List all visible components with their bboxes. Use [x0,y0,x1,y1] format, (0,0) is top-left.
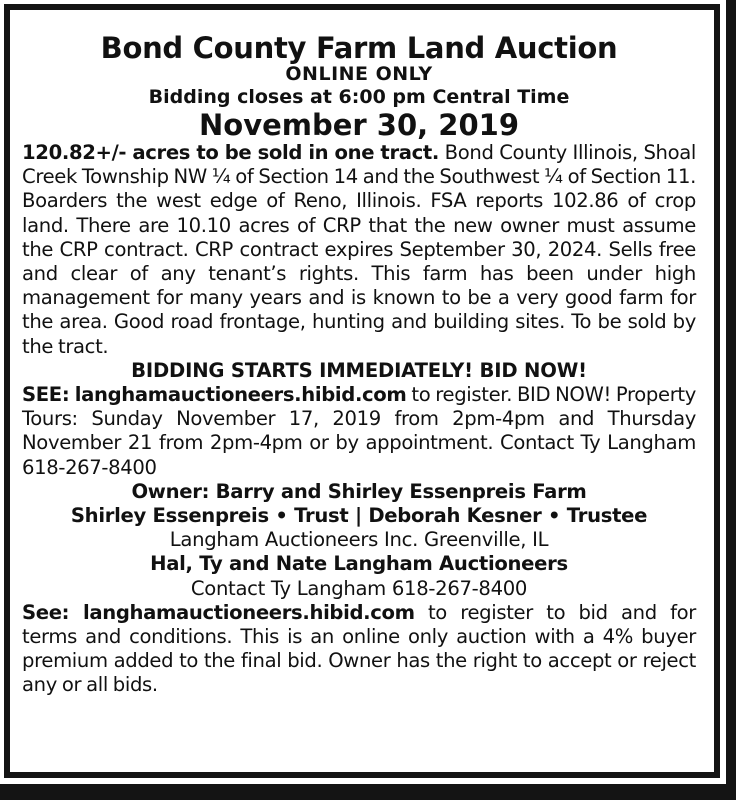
trustee-line: Shirley Essenpreis • Trust | Deborah Kesner • Trustee [70,504,648,528]
register-link[interactable]: SEE: langhamauctioneers.hibid.com [22,383,407,407]
auction-date: November 30, 2019 [199,108,519,142]
auction-ad [4,4,720,778]
ad-title: Bond County Farm Land Auction [100,31,618,65]
terms-link[interactable]: See: langhamauctioneers.hibid.com [22,600,415,624]
closing-time: Bidding closes at 6:00 pm Central Time [148,86,570,108]
auctioneer-contact: Contact Ty Langham 618-267-8400 [190,576,528,600]
register-text: to register. BID NOW! [406,383,612,407]
auction-company: Langham Auctioneers Inc. Greenville, IL [169,528,549,552]
bidding-banner: BIDDING STARTS IMMEDIATELY! BID NOW! [131,358,587,382]
auctioneer-names: Hal, Ty and Nate Langham Auctioneers [150,552,568,576]
right-border-bar [726,0,736,800]
bottom-border-bar [0,784,736,800]
registration-info [22,383,696,480]
terms-text: to register to bid and for terms and conditions. This is an online only auction with a 4% buyer premium added to the final bid. Owner has the right to accept or reject any or all bids. [22,600,696,697]
terms-info [22,601,696,698]
property-tours: Property Tours: Sunday November 17, 2019 from 2pm-4pm and Thursday November 21 from 2pm-4pm or by appointment. Contact Ty Langham 618-267-8400 [22,383,697,479]
property-description [22,141,696,359]
owner-line: Owner: Barry and Shirley Essenpreis Farm [131,479,587,503]
description-text: Bond County Illinois, Shoal Creek Township NW ¼ of Section 14 and the Southwest ¼ of Section 11. Boarders the west edge of Reno, Illinois. FSA reports 102.86 of crop land. There are 10.10 acres of CRP that the new owner must assume the CRP contract. CRP contract expires September 30, 2024. Sells free and clear of any tenant’s rights. This farm has been under high management for many years and is known to be a very good farm for the area. Good road frontage, hunting and building sites. To be sold by the tract. [22,141,696,358]
acreage-lead: 120.82+/- acres to be sold in one tract. [22,141,440,164]
ad-subtitle: ONLINE ONLY [285,63,433,85]
